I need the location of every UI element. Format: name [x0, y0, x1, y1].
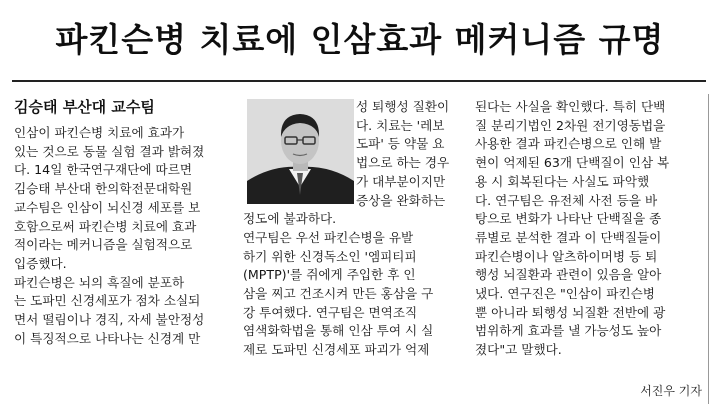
text-line: 제로 도파민 신경세포 파괴가 억제	[243, 342, 430, 358]
text-line: 현이 억제된 63개 단백질이 인삼 복	[475, 155, 670, 171]
article-column-2	[243, 98, 468, 360]
text-line: 김승태 부산대 한의학전문대학원	[14, 181, 193, 197]
page-edge-rule	[708, 94, 709, 404]
text-line: 염색화학법을 통해 인삼 투여 시 실	[243, 323, 434, 339]
text-line: 파킨슨병은 뇌의 흑질에 분포하	[14, 274, 185, 290]
text-line: 성 퇴행성 질환이	[356, 99, 450, 114]
text-line: 다. 연구팀은 유전체 사전 등을 바	[475, 192, 658, 208]
text-line: 용 시 회복된다는 사실도 파악했	[475, 173, 650, 189]
text-line: 이 특징적으로 나타나는 신경계 만	[14, 330, 201, 346]
text-line: 증상을 완화하는	[356, 192, 446, 208]
text-line: 범위하게 효과를 낼 가능성도 높아	[475, 323, 662, 339]
text-line: 인삼이 파킨슨병 치료에 효과가	[14, 125, 185, 140]
text-line: (MPTP)'를 쥐에게 주입한 후 인	[243, 267, 416, 283]
reporter-byline: 서진우 기자	[640, 384, 702, 398]
text-line: 입증했다.	[14, 255, 67, 271]
headline-rule	[12, 80, 706, 82]
text-line: 사용한 결과 파킨슨병으로 인해 발	[475, 136, 662, 152]
text-line: 면서 떨림이나 경직, 자세 불안정성	[14, 312, 205, 328]
subhead-byline: 김승태 부산대 교수팀	[14, 98, 155, 116]
headline: 파킨슨병 치료에 인삼효과 메커니즘 규명	[55, 20, 665, 59]
column-2-beside-photo	[356, 98, 468, 210]
text-line: 질 분리기법인 2차원 전기영동법을	[475, 117, 666, 133]
text-line: 가 대부분이지만	[356, 173, 446, 189]
text-line: 적이라는 메커니즘을 실험적으로	[14, 237, 193, 253]
text-line: 졌다"고 말했다.	[475, 342, 562, 358]
text-line: 호함으로써 파킨슨병 치료에 효과	[14, 218, 197, 234]
text-line: 삼을 찌고 건조시켜 만든 홍삼을 구	[243, 286, 434, 302]
text-line: 정도에 불과하다.	[243, 211, 337, 227]
text-line: 다. 치료는 '레보	[356, 117, 445, 133]
text-line: 냈다. 연구진은 "인삼이 파킨슨병	[475, 286, 655, 302]
text-line: 교수팀은 인삼이 뇌신경 세포를 보	[14, 199, 201, 215]
text-line: 는 도파민 신경세포가 점차 소실되	[14, 293, 201, 309]
text-line: 파킨슨병이나 알츠하이머병 등 퇴	[475, 248, 658, 264]
text-line: 류별로 분석한 결과 이 단백질들이	[475, 229, 662, 245]
text-line: 뿐 아니라 퇴행성 뇌질환 전반에 광	[475, 304, 666, 320]
article-column-1	[14, 124, 236, 348]
text-line: 행성 뇌질환과 관련이 있음을 알아	[475, 267, 662, 283]
text-line: 탕으로 변화가 나타난 단백질을 종	[475, 211, 662, 227]
text-line: 도파' 등 약물 요	[356, 136, 445, 152]
text-line: 강 투여했다. 연구팀은 면역조직	[243, 304, 418, 320]
article-column-3	[475, 98, 707, 360]
text-line: 있는 것으로 동물 실험 결과 밝혀졌	[14, 143, 205, 159]
text-line: 다. 14일 한국연구재단에 따르면	[14, 162, 193, 178]
text-line: 연구팀은 우선 파킨슨병을 유발	[243, 229, 414, 245]
text-line: 법으로 하는 경우	[356, 155, 450, 171]
text-line: 된다는 사실을 확인했다. 특히 단백	[475, 99, 666, 114]
column-2-body	[243, 210, 468, 360]
text-line: 하기 위한 신경독소인 '엠피티피	[243, 248, 417, 264]
